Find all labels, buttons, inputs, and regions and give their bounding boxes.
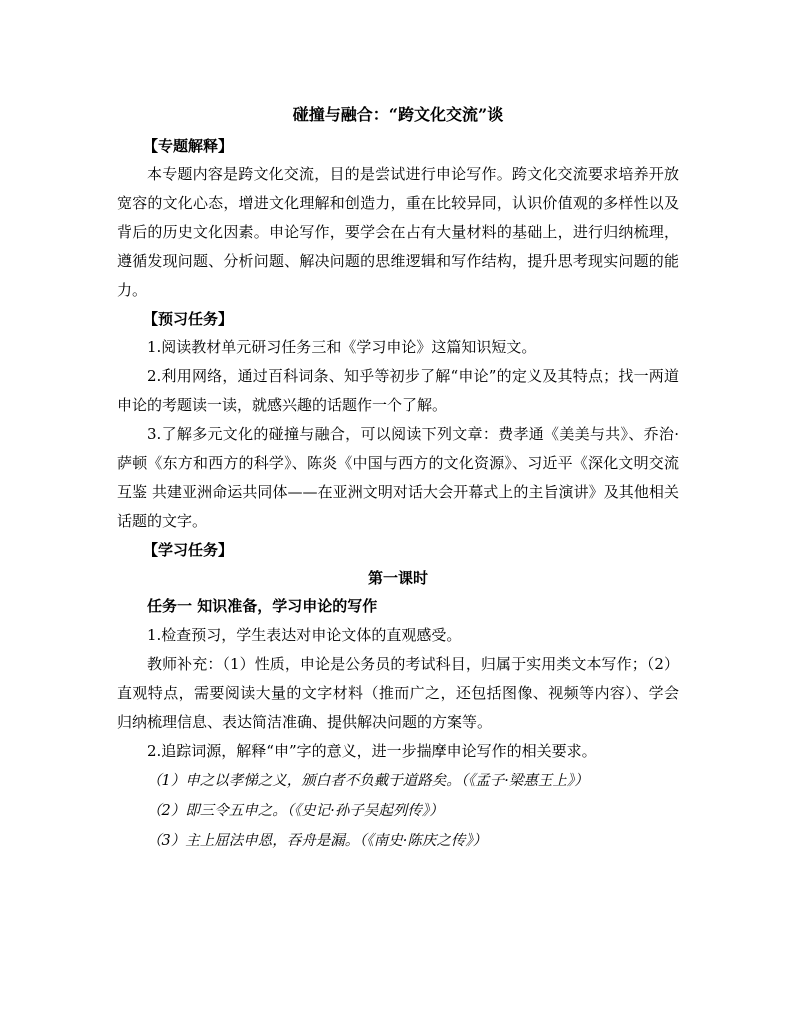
preview-task-3: 3.了解多元文化的碰撞与融合，可以阅读下列文章：费孝通《美美与共》、乔治·萨顿《东方和西方的科学》、陈炎《中国与西方的文化资源》、习近平《深化文明交流互鉴 共建亚洲命运共同体——在亚洲文明对话大会开幕式上的主旨演讲》及其他相关话题的文字。 (117, 425, 679, 530)
section-heading-preview-tasks: 【预习任务】 (143, 310, 234, 328)
quote-item: （2）即三令五申之。（《史记·孙子吴起列传》） (147, 803, 444, 819)
section-heading-learning-tasks: 【学习任务】 (143, 541, 234, 559)
document-content (117, 100, 679, 856)
task-one-heading: 任务一 知识准备，学习申论的写作 (147, 597, 378, 615)
topic-explanation-paragraph: 本专题内容是跨文化交流，目的是尝试进行申论写作。跨文化交流要求培养开放宽容的文化心态，增进文化理解和创造力，重在比较异同，认识价值观的多样性以及背后的历史文化因素。申论写作，要学会在占有大量材料的基础上，进行归纳梳理，遵循发现问题、分析问题、解决问题的思维逻辑和写作结构，提升思考现实问题的能力。 (117, 165, 679, 299)
learning-item-1: 1.检查预习，学生表达对申论文体的直观感受。 (147, 626, 462, 644)
lesson-title: 第一课时 (367, 569, 428, 587)
learning-item-2: 2.追踪词源，解释“申”字的意义，进一步揣摩申论写作的相关要求。 (147, 742, 597, 760)
quote-item: （3）主上屈法申恩，吞舟是漏。（《南史·陈庆之传》） (147, 833, 488, 849)
quote-item: （1）申之以孝悌之义，颁白者不负戴于道路矣。（《孟子·梁惠王上》） (147, 773, 589, 789)
section-heading-topic-explanation: 【专题解释】 (143, 137, 234, 155)
preview-task-1: 1.阅读教材单元研习任务三和《学习申论》这篇知识短文。 (147, 338, 537, 356)
document-title: 碰撞与融合：“跨文化交流”谈 (292, 105, 504, 124)
preview-task-2: 2.利用网络，通过百科词条、知乎等初步了解“申论”的定义及其特点；找一两道申论的考题读一读，就感兴趣的话题作一个了解。 (117, 367, 679, 414)
teacher-supplement: 教师补充：（1）性质，申论是公务员的考试科目，归属于实用类文本写作；（2）直观特点，需要阅读大量的文字材料（推而广之，还包括图像、视频等内容）、学会归纳梳理信息、表达简洁准确、提供解决问题的方案等。 (117, 655, 679, 731)
